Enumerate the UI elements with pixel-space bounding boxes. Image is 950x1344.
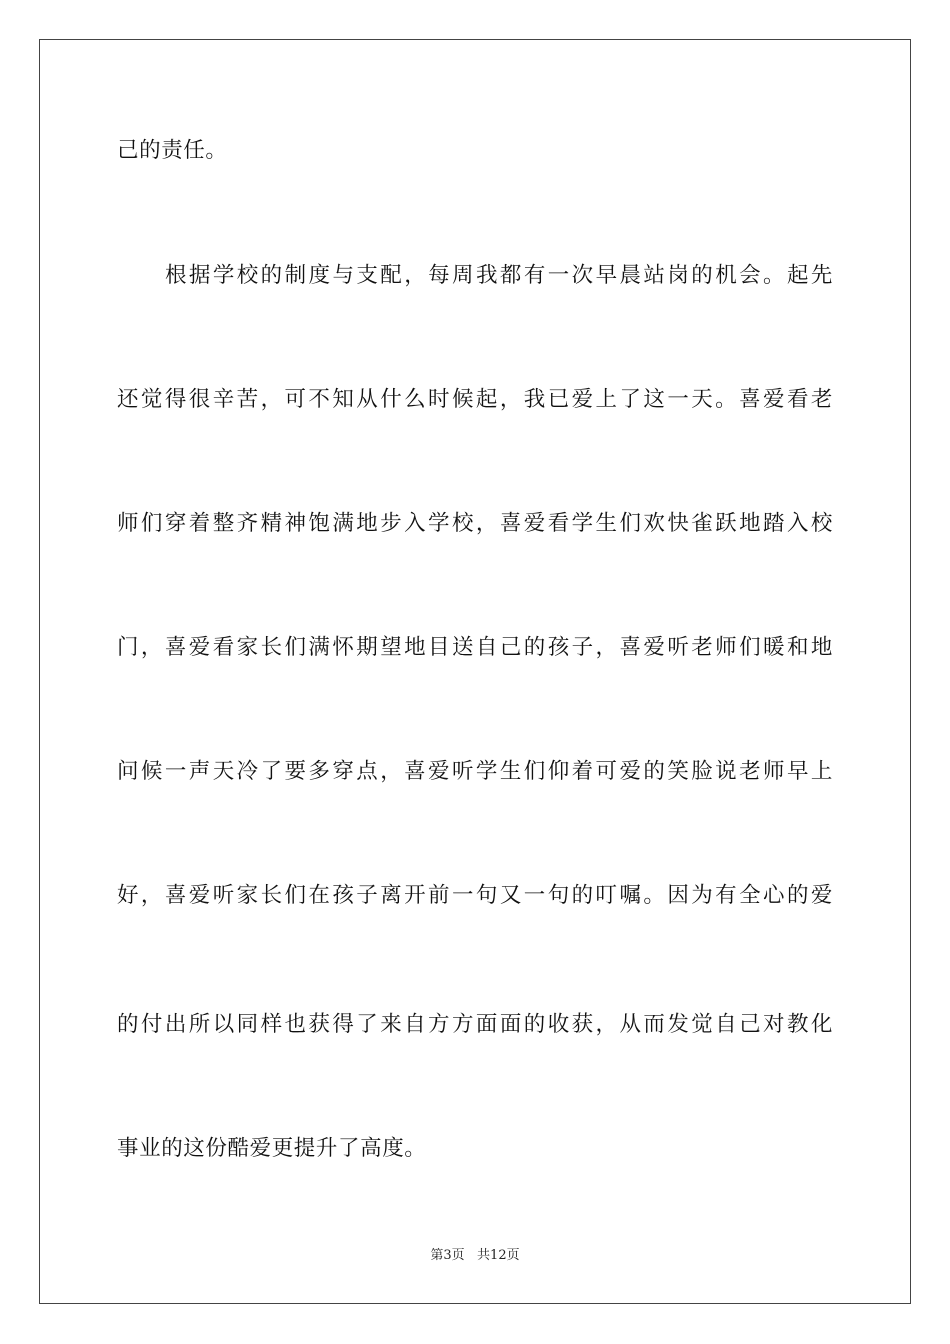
page-number-footer: 第3页 共12页 xyxy=(430,1248,520,1263)
text-line: 门，喜爱看家长们满怀期望地目送自己的孩子，喜爱听老师们暖和地 xyxy=(117,635,833,660)
page-border xyxy=(39,39,911,1304)
text-line: 好，喜爱听家长们在孩子离开前一句又一句的叮嘱。因为有全心的爱 xyxy=(117,883,833,908)
text-line: 还觉得很辛苦，可不知从什么时候起，我已爱上了这一天。喜爱看老 xyxy=(117,387,833,412)
text-line: 事业的这份酷爱更提升了高度。 xyxy=(117,1136,427,1161)
text-line: 师们穿着整齐精神饱满地步入学校，喜爱看学生们欢快雀跃地踏入校 xyxy=(117,511,833,536)
text-line: 的付出所以同样也获得了来自方方面面的收获，从而发觉自己对教化 xyxy=(117,1012,833,1037)
text-line: 己的责任。 xyxy=(117,138,228,163)
paragraph-first-line: 根据学校的制度与支配，每周我都有一次早晨站岗的机会。起先 xyxy=(165,263,833,288)
text-line: 问候一声天冷了要多穿点，喜爱听学生们仰着可爱的笑脸说老师早上 xyxy=(117,759,833,784)
